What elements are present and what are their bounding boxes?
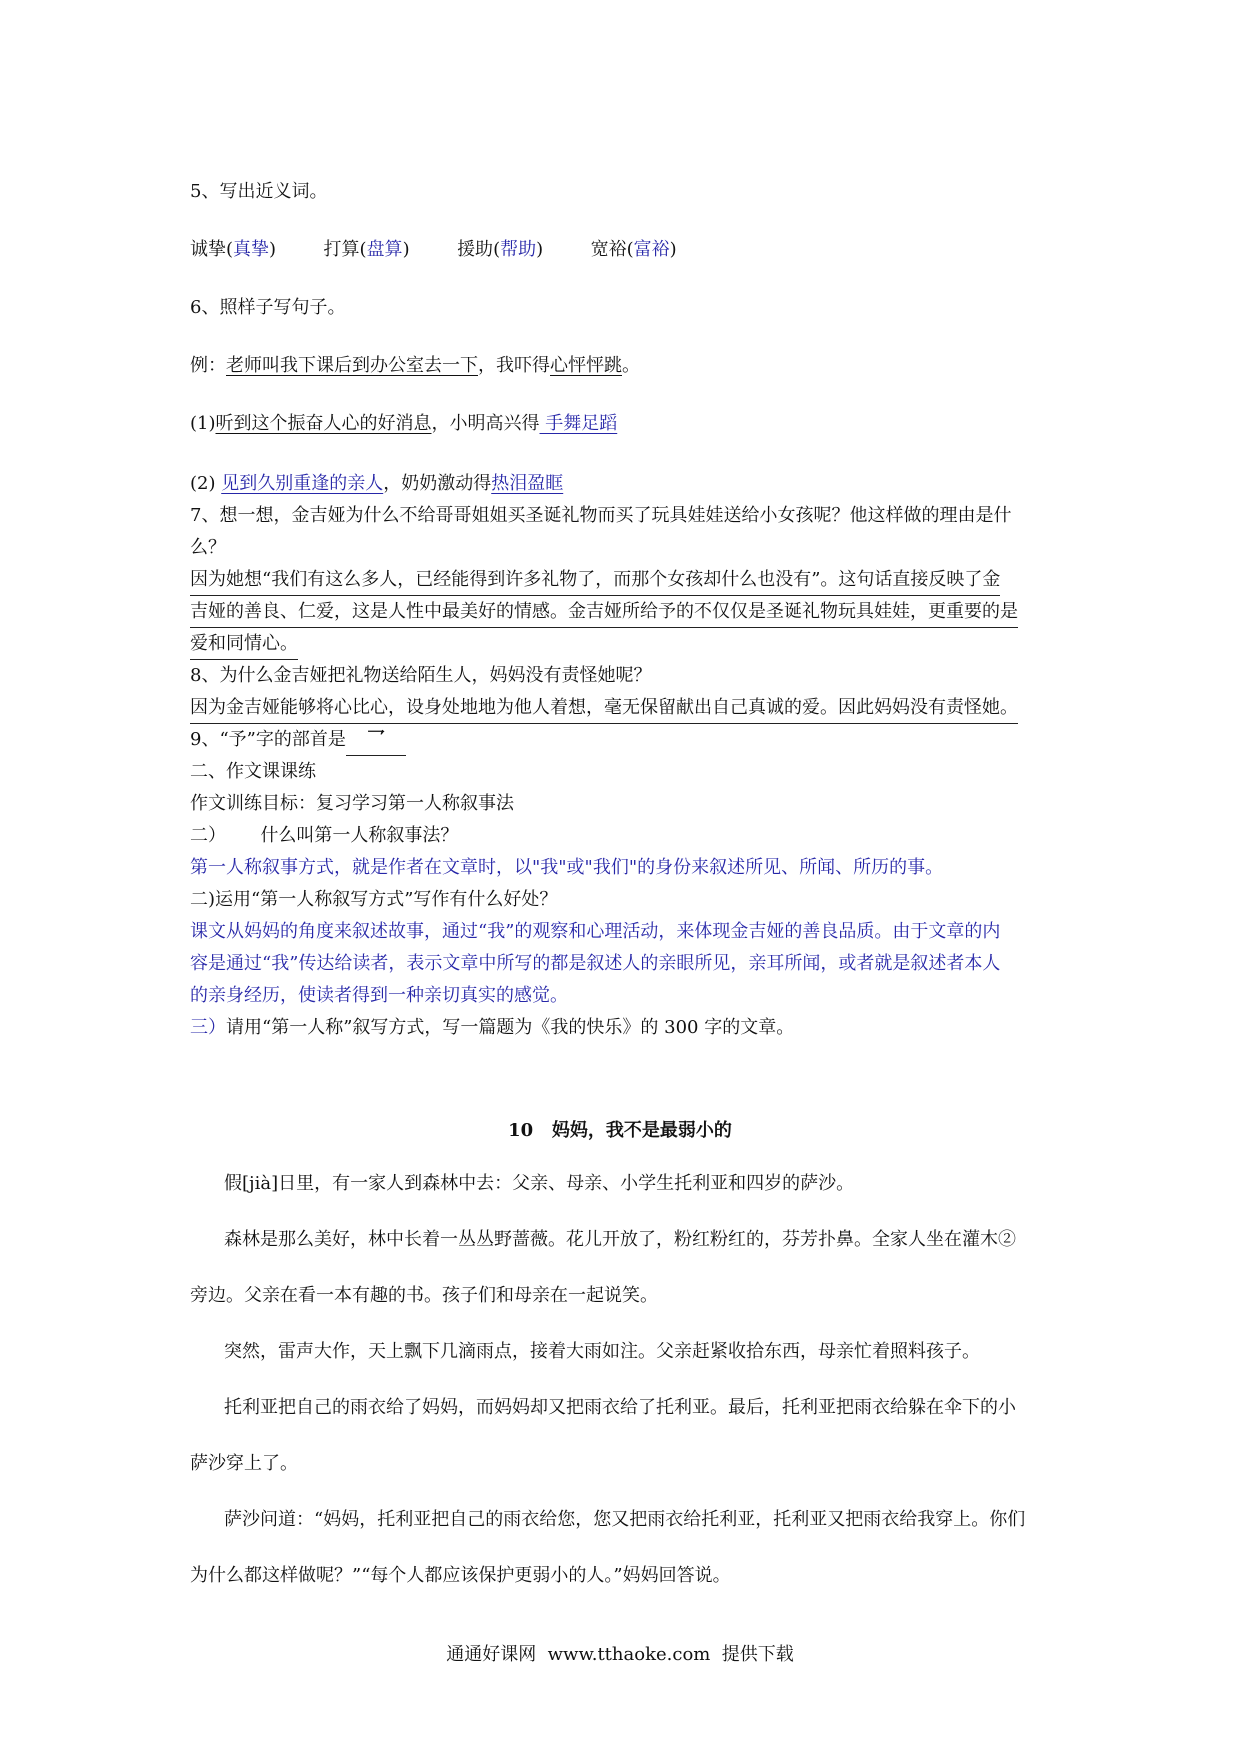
q5-pair-4: 宽裕(富裕) bbox=[590, 239, 677, 260]
lesson-paragraph-5b: 为什么都这样做呢？”“每个人都应该保护更弱小的人。”妈妈回答说。 bbox=[190, 1565, 731, 1586]
page-footer: 通通好课网 www.tthaoke.com 提供下载 bbox=[446, 1644, 794, 1665]
q5-title: 5、写出近义词。 bbox=[190, 181, 328, 202]
lesson-paragraph-4a: 托利亚把自己的雨衣给了妈妈，而妈妈却又把雨衣给了托利亚。最后，托利亚把雨衣给躲在伞下的小 bbox=[224, 1397, 1016, 1418]
q7-answer-line-1: 因为她想“我们有这么多人，已经能得到许多礼物了，而那个女孩却什么也没有”。这句话直接反映了金 bbox=[190, 568, 1000, 596]
lesson-paragraph-4b: 萨沙穿上了。 bbox=[190, 1453, 298, 1474]
lesson-paragraph-5a: 萨沙问道：“妈妈，托利亚把自己的雨衣给您，您又把雨衣给托利亚，托利亚又把雨衣给我穿上。你们 bbox=[224, 1509, 1026, 1530]
lesson-title: 10 妈妈，我不是最弱小的 bbox=[508, 1120, 732, 1141]
q5-synonyms bbox=[190, 238, 677, 262]
lesson-paragraph-2a: 森林是那么美好，林中长着一丛丛野蔷薇。花儿开放了，粉红粉红的，芬芳扑鼻。全家人坐在灌木② bbox=[224, 1229, 1016, 1250]
section2-q2: 二)运用“第一人称叙写方式”写作有什么好处？ bbox=[190, 889, 558, 910]
q5-pair-2: 打算(盘算) bbox=[323, 239, 410, 260]
q5-pair-1: 诚挚(真挚) bbox=[190, 239, 277, 260]
q6-sentence-1: (1)听到这个振奋人心的好消息，小明高兴得 手舞足蹈 bbox=[190, 413, 618, 434]
section2-goal: 作文训练目标：复习学习第一人称叙事法 bbox=[190, 793, 514, 814]
section2-a2-line-2: 容是通过“我”传达给读者，表示文章中所写的都是叙述人的亲眼所见，亲耳所闻，或者就是叙述者本人 bbox=[190, 953, 1001, 974]
lesson-paragraph-2b: 旁边。父亲在看一本有趣的书。孩子们和母亲在一起说笑。 bbox=[190, 1285, 658, 1306]
q8-answer: 因为金吉娅能够将心比心，设身处地地为他人着想，毫无保留献出自己真诚的爱。因此妈妈没有责怪她。 bbox=[190, 696, 1018, 724]
section2-q1: 二） 什么叫第一人称叙事法？ bbox=[190, 825, 459, 846]
section2-a1: 第一人称叙事方式，就是作者在文章时，以"我"或"我们"的身份来叙述所见、所闻、所历的事。 bbox=[190, 857, 944, 878]
lesson-paragraph-1: 假[jià]日里，有一家人到森林中去：父亲、母亲、小学生托利亚和四岁的萨沙。 bbox=[224, 1173, 855, 1194]
q5-pair-3: 援助(帮助) bbox=[457, 239, 544, 260]
section2-title: 二、作文课课练 bbox=[190, 761, 316, 782]
q7-answer-line-2: 吉娅的善良、仁爱，这是人性中最美好的情感。金吉娅所给予的不仅仅是圣诞礼物玩具娃娃，更重要的是 bbox=[190, 600, 1018, 628]
section2-a2-line-3: 的亲身经历，使读者得到一种亲切真实的感觉。 bbox=[190, 985, 568, 1006]
q8-question: 8、为什么金吉娅把礼物送给陌生人，妈妈没有责怪她呢？ bbox=[190, 665, 652, 686]
q6-example: 例：老师叫我下课后到办公室去一下，我吓得心怦怦跳。 bbox=[190, 355, 640, 376]
q7-answer-line-3: 爱和同情心。 bbox=[190, 632, 298, 660]
lesson-paragraph-3: 突然，雷声大作，天上飘下几滴雨点，接着大雨如注。父亲赶紧收拾东西，母亲忙着照料孩子。 bbox=[224, 1341, 980, 1362]
q9-answer: 乛 bbox=[346, 728, 406, 756]
section2-q3: 三）请用“第一人称”叙写方式，写一篇题为《我的快乐》的 300 字的文章。 bbox=[190, 1017, 795, 1038]
q7-question-line-2: 么？ bbox=[190, 537, 226, 558]
q7-question-line-1: 7、想一想，金吉娅为什么不给哥哥姐姐买圣诞礼物而买了玩具娃娃送给小女孩呢？他这样做的理由是什 bbox=[190, 505, 1012, 526]
section2-a2-line-1: 课文从妈妈的角度来叙述故事，通过“我”的观察和心理活动，来体现金吉娅的善良品质。由于文章的内 bbox=[190, 921, 1001, 942]
q6-title: 6、照样子写句子。 bbox=[190, 297, 346, 318]
q6-sentence-2: (2) 见到久别重逢的亲人，奶奶激动得热泪盈眶 bbox=[190, 473, 564, 494]
q9-question: 9、“予”字的部首是 乛 bbox=[190, 728, 406, 756]
